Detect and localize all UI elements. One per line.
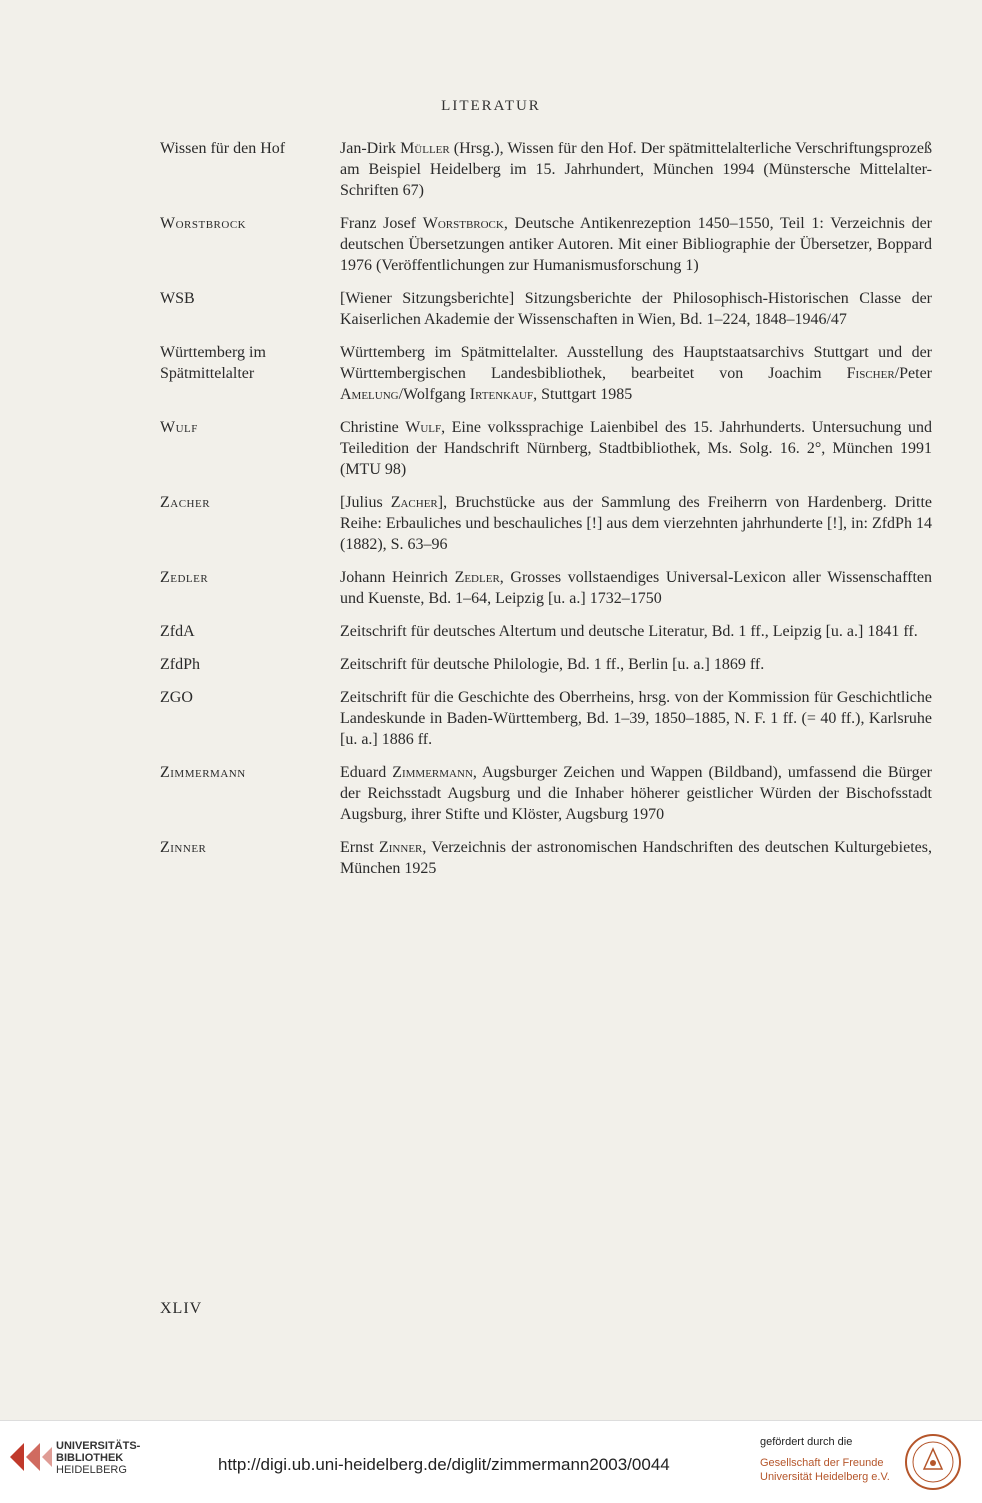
permalink-url[interactable]: http://digi.ub.uni-heidelberg.de/diglit/zimmermann2003/0044 [218,1455,670,1474]
entry-abbreviation: Wissen für den Hof [160,140,286,157]
page-number: XLIV [160,1300,203,1317]
entry-citation [340,654,932,675]
bibliography-entry [160,837,932,879]
citation-text: Johann Heinrich [340,569,455,586]
entry-citation [340,567,932,609]
library-name-line3: HEIDELBERG [56,1464,127,1476]
citation-text: Zeitschrift für deutsche Philologie, Bd. 1 ff., Berlin [u. a.] 1869 ff. [340,656,765,673]
author-name: Zedler [454,569,500,586]
entry-citation [340,837,932,879]
citation-text: Eduard [340,764,393,781]
footer-bar [0,1420,982,1503]
citation-text: , Eine volkssprachige Laienbibel des 15. Jahrhunderts. Untersuchung und Teiledition der Handschrift Nürnberg, Stadtbibliothek, Ms. Solg. 16. 2°, München 1991 (MTU 98) [340,419,932,478]
library-name-line1: UNIVERSITÄTS- [56,1440,141,1452]
sponsor-name-line1: Gesellschaft der Freunde [760,1457,884,1469]
entry-abbreviation: Württemberg im Spätmittelalter [160,344,266,382]
entry-abbreviation: ZGO [160,689,193,706]
entry-abbreviation: Worstbrock [160,215,247,232]
citation-text: Ernst [340,839,379,856]
citation-text: ], Bruchstücke aus der Sammlung des Freiherrn von Hardenberg. Dritte Reihe: Erbauliches und beschauliches [!] aus dem vierzehnten jahrhunderte [!], in: ZfdPh 14 (1882), S. 63–96 [340,494,932,553]
entry-abbreviation: WSB [160,290,195,307]
bibliography-entry [160,417,932,480]
citation-text: , Deutsche Antikenrezeption 1450–1550, Teil 1: Verzeichnis der deutschen Übersetzungen antiker Autoren. Mit einer Bibliographie der Übersetzer, Boppard 1976 (Veröffentlichungen zur Humanismusforschung 1) [340,215,933,274]
entry-citation [340,138,932,201]
entry-citation [340,288,932,330]
bibliography-entry [160,213,932,276]
entry-citation [340,417,932,480]
author-name: Zacher [390,494,438,511]
author-name: Zimmermann [392,764,473,781]
sponsor-name [760,1456,890,1484]
sponsor-label: gefördert durch die [760,1436,853,1448]
citation-text: Zeitschrift für die Geschichte des Oberrheins, hrsg. von der Kommission für Geschichtliche Landeskunde in Baden-Württemberg, Bd. 1–39, 1850–1885, N. F. 1 ff. (= 40 ff.), Karlsruhe [u. a.] 1886 ff. [340,689,932,748]
bibliography-entry [160,567,932,609]
entry-citation [340,621,932,642]
author-name: Müller [400,140,450,157]
library-name [56,1440,140,1476]
bibliography-entry [160,492,932,555]
entry-citation [340,492,932,555]
citation-text: , Stuttgart 1985 [533,386,633,403]
author-name: Irtenkauf [469,386,534,403]
library-logo-icon [10,1435,52,1479]
citation-text: [Wiener Sitzungsberichte] Sitzungsberichte der Philosophisch-Historischen Classe der Kaiserlichen Akademie der Wissenschaften in Wien, Bd. 1–224, 1848–1946/47 [340,290,932,328]
entry-abbreviation: ZfdPh [160,656,200,673]
citation-text: Jan-Dirk [340,140,401,157]
bibliography-entry [160,342,932,405]
author-name: Wulf [405,419,442,436]
entry-abbreviation: Zedler [160,569,209,586]
entry-abbreviation: Zacher [160,494,211,511]
bibliography-entry [160,762,932,825]
entry-abbreviation: Wulf [160,419,198,436]
sponsor-name-line2: Universität Heidelberg e.V. [760,1471,890,1483]
bibliography-list [160,138,932,891]
entry-abbreviation: ZfdA [160,623,195,640]
citation-text: Zeitschrift für deutsches Altertum und deutsche Literatur, Bd. 1 ff., Leipzig [u. a.] 1841 ff. [340,623,918,640]
running-head: LITERATUR [441,98,541,114]
bibliography-entry [160,288,932,330]
entry-abbreviation: Zimmermann [160,764,246,781]
citation-text: Württemberg im Spätmittelalter. Ausstellung des Hauptstaatsarchivs Stuttgart und der Württembergischen Landesbibliothek, bearbeitet von Joachim [340,344,932,382]
bibliography-entry [160,621,932,642]
citation-text: /Peter [894,365,932,382]
citation-text: , Augsburger Zeichen und Wappen (Bildband), umfassend die Bürger der Reichsstadt Augsburg und die Inhaber höherer geistlicher Würden der Bischofsstadt Augsburg, ihrer Stifte und Klöster, Augsburg 1970 [340,764,933,823]
citation-text: Franz Josef [340,215,423,232]
entry-citation [340,687,932,750]
library-name-line2: BIBLIOTHEK [56,1452,124,1464]
entry-abbreviation: Zinner [160,839,207,856]
entry-citation [340,213,932,276]
author-name: Fischer [846,365,895,382]
author-name: Amelung [340,386,399,403]
bibliography-entry [160,687,932,750]
citation-text: Christine [340,419,406,436]
citation-text: (Hrsg.), Wissen für den Hof. Der spätmittelalterliche Verschriftungsprozeß am Beispiel Heidelberg im 15. Jahrhundert, München 1994 (Münstersche Mittelalter-Schriften 67) [340,140,933,199]
citation-text: , Grosses vollstaendiges Universal-Lexicon aller Wissenschafften und Kuenste, Bd. 1–64, Leipzig [u. a.] 1732–1750 [340,569,932,607]
citation-text: , Verzeichnis der astronomischen Handschriften des deutschen Kulturgebietes, München 1925 [340,839,932,877]
bibliography-entry [160,654,932,675]
entry-citation [340,762,932,825]
author-name: Worstbrock [422,215,504,232]
university-seal-icon [904,1433,962,1491]
citation-text: [Julius [340,494,391,511]
entry-citation [340,342,932,405]
author-name: Zinner [379,839,423,856]
citation-text: /Wolfgang [398,386,470,403]
bibliography-entry [160,138,932,201]
